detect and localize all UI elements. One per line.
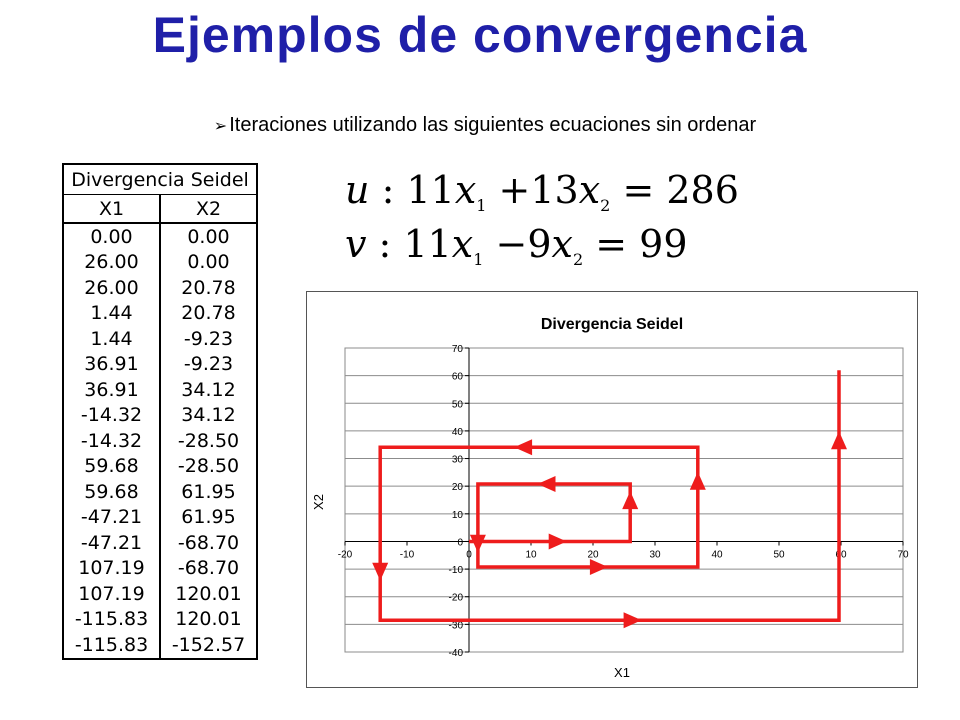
table-row <box>63 250 257 276</box>
cell-x1: -14.32 <box>63 428 160 454</box>
y-tick-label: 10 <box>451 509 463 521</box>
x-tick-label: 60 <box>835 549 847 561</box>
x-tick-label: 70 <box>897 549 909 561</box>
table-row <box>63 632 257 659</box>
cell-x1: 36.91 <box>63 377 160 403</box>
table-row <box>63 326 257 352</box>
direction-arrow <box>622 491 638 509</box>
arrow-bullet-icon: ➢ <box>213 118 228 135</box>
table-row <box>63 505 257 531</box>
y-tick-label: -10 <box>448 565 463 577</box>
x-tick-label: 0 <box>466 549 472 561</box>
cell-x2: -28.50 <box>160 428 257 454</box>
direction-arrow <box>470 535 486 553</box>
y-tick-label: -30 <box>448 620 463 632</box>
x-tick-label: 30 <box>649 549 661 561</box>
x-axis-label: X1 <box>614 665 630 680</box>
eq-coef1: 11 <box>403 222 452 266</box>
x-tick-label: -10 <box>399 549 415 561</box>
x-tick-label: 40 <box>711 549 723 561</box>
table-row <box>63 275 257 301</box>
grid-layer <box>345 348 903 652</box>
cell-x2: 34.12 <box>160 377 257 403</box>
table-caption: Divergencia Seidel <box>63 164 257 195</box>
table-row <box>63 581 257 607</box>
chart-area <box>306 291 918 688</box>
x-tick-label: -20 <box>337 549 353 561</box>
cell-x2: -68.70 <box>160 556 257 582</box>
table-body <box>63 223 257 659</box>
bullet-text <box>200 113 770 139</box>
table-row <box>63 352 257 378</box>
eq-rhs: 99 <box>639 222 688 266</box>
cell-x2: 120.01 <box>160 581 257 607</box>
y-tick-label: 20 <box>451 482 463 494</box>
eq-coef1: 11 <box>406 168 455 212</box>
equation-v: v : $11x_1 -9x_2 = 99$ <box>345 222 688 269</box>
eq-operator: + <box>498 168 531 212</box>
eq-rhs: 286 <box>666 168 739 212</box>
cell-x1: -47.21 <box>63 505 160 531</box>
direction-arrow <box>538 476 556 492</box>
bullet-label: Iteraciones utilizando las siguientes ecuaciones sin ordenar <box>229 114 757 136</box>
cell-x1: 36.91 <box>63 352 160 378</box>
divergence-chart <box>307 292 917 687</box>
iteration-table <box>62 163 258 660</box>
cell-x1: 59.68 <box>63 479 160 505</box>
x-tick-label: 50 <box>773 549 785 561</box>
eq-coef2: 9 <box>527 222 552 266</box>
equation-u: u : $11x_1 +13x_2 = 286$ <box>345 168 739 215</box>
cell-x2: 34.12 <box>160 403 257 429</box>
y-tick-label: 40 <box>451 426 463 438</box>
cell-x2: 20.78 <box>160 301 257 327</box>
direction-arrow <box>690 472 706 490</box>
cell-x2: 0.00 <box>160 223 257 250</box>
cell-x2: 20.78 <box>160 275 257 301</box>
direction-arrow <box>549 534 567 550</box>
x-tick-label: 10 <box>525 549 537 561</box>
table-row <box>63 556 257 582</box>
axis-layer <box>338 344 909 659</box>
table-row <box>63 428 257 454</box>
cell-x1: 26.00 <box>63 250 160 276</box>
direction-arrow <box>624 612 642 628</box>
plot-frame <box>345 348 903 652</box>
cell-x2: 61.95 <box>160 505 257 531</box>
table-row <box>63 377 257 403</box>
y-tick-label: 50 <box>451 399 463 411</box>
eq-operator: − <box>495 222 528 266</box>
table-row <box>63 301 257 327</box>
table-row <box>63 223 257 250</box>
chart-title: Divergencia Seidel <box>540 316 684 333</box>
cell-x2: 61.95 <box>160 479 257 505</box>
table-row <box>63 479 257 505</box>
eq-coef2: 13 <box>530 168 579 212</box>
y-tick-label: 0 <box>457 537 463 549</box>
cell-x1: 26.00 <box>63 275 160 301</box>
cell-x1: 0.00 <box>63 223 160 250</box>
y-tick-label: 30 <box>451 454 463 466</box>
series-line <box>380 370 839 620</box>
cell-x2: 120.01 <box>160 607 257 633</box>
cell-x1: 1.44 <box>63 326 160 352</box>
direction-arrow <box>514 439 532 455</box>
cell-x2: -68.70 <box>160 530 257 556</box>
cell-x2: -152.57 <box>160 632 257 659</box>
table-row <box>63 403 257 429</box>
direction-arrow <box>372 563 388 581</box>
direction-arrow <box>831 431 847 449</box>
y-tick-label: -20 <box>448 592 463 604</box>
series-layer <box>372 370 847 628</box>
cell-x1: 107.19 <box>63 556 160 582</box>
column-header-x1: X1 <box>63 195 160 224</box>
y-tick-label: 70 <box>451 344 463 355</box>
x-tick-label: 20 <box>587 549 599 561</box>
cell-x2: -9.23 <box>160 352 257 378</box>
y-axis-label: X2 <box>311 494 326 510</box>
cell-x1: -14.32 <box>63 403 160 429</box>
slide-title: Ejemplos de convergencia <box>152 7 808 63</box>
table-row <box>63 607 257 633</box>
direction-arrow <box>590 559 608 575</box>
column-header-x2: X2 <box>160 195 257 224</box>
cell-x1: -47.21 <box>63 530 160 556</box>
eq-name: v <box>345 222 367 266</box>
y-tick-label: -40 <box>448 648 463 659</box>
y-tick-label: 60 <box>451 371 463 383</box>
cell-x1: 59.68 <box>63 454 160 480</box>
eq-name: u <box>345 168 370 212</box>
cell-x1: -115.83 <box>63 607 160 633</box>
cell-x2: -9.23 <box>160 326 257 352</box>
cell-x2: 0.00 <box>160 250 257 276</box>
table-row <box>63 454 257 480</box>
cell-x1: 107.19 <box>63 581 160 607</box>
table-row <box>63 530 257 556</box>
cell-x1: 1.44 <box>63 301 160 327</box>
cell-x2: -28.50 <box>160 454 257 480</box>
cell-x1: -115.83 <box>63 632 160 659</box>
